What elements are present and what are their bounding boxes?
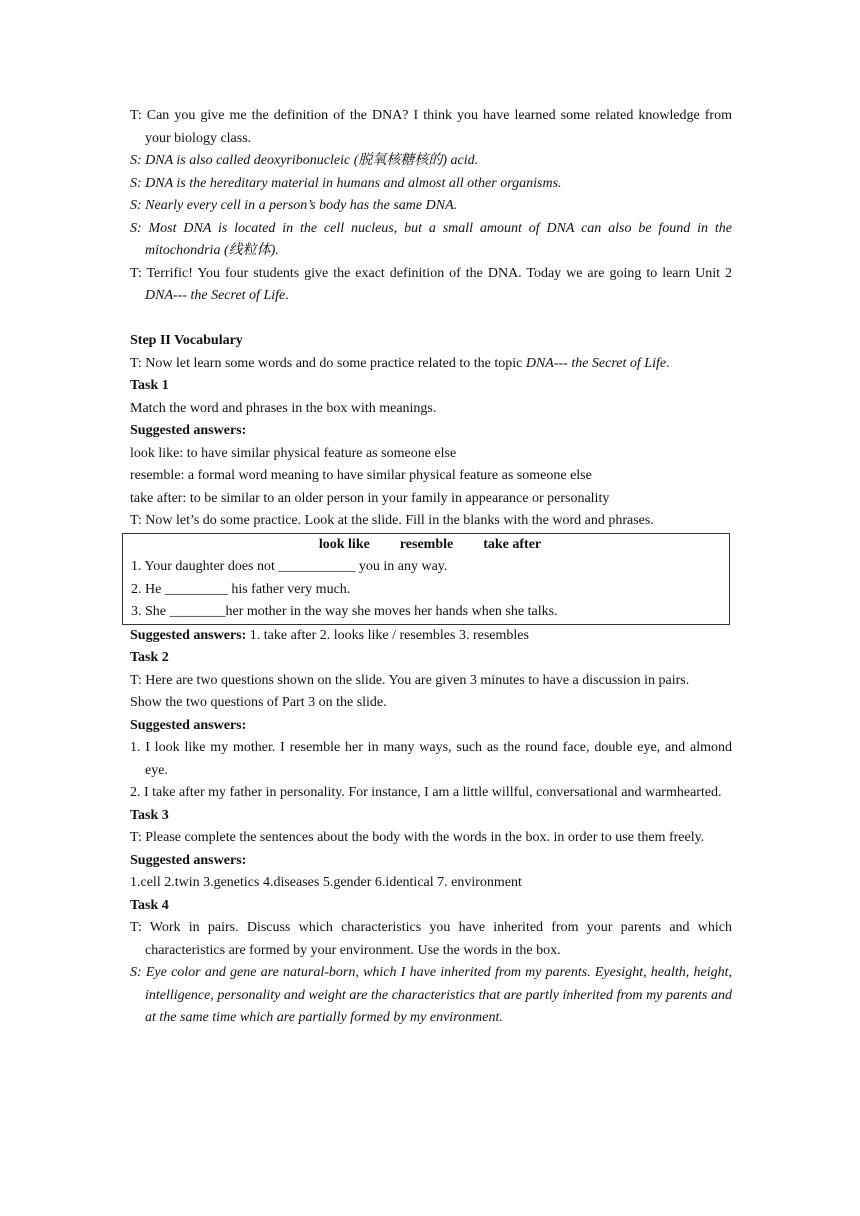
word-look-like: look like xyxy=(318,536,370,552)
task1-heading: Task 1 xyxy=(130,378,169,393)
task2-teacher: T: Here are two questions shown on the slide. You are given 3 minutes to have a discussion in pairs. xyxy=(130,672,690,688)
unit-title: DNA--- the Secret of Life xyxy=(145,288,286,303)
teacher-question: T: Can you give me the definition of the DNA? I think you have learned some related knowledge from your biology class. xyxy=(130,108,732,146)
blank-question-3: 3. She ________her mother in the way she moves her hands when she talks. xyxy=(131,604,558,619)
task2-show: Show the two questions of Part 3 on the slide. xyxy=(130,695,387,710)
student-answer-1: S: DNA is also called deoxyribonucleic (脱氧核糖核的) acid. xyxy=(130,153,479,168)
task2-answers-label: Suggested answers: xyxy=(130,717,247,733)
task4-teacher: T: Work in pairs. Discuss which characteristics you have inherited from your parents and which characteristics are formed by your environment. Use the words in the box. xyxy=(130,920,732,958)
task1-instruction: Match the word and phrases in the box with meanings. xyxy=(130,400,437,416)
task1-answers: Suggested answers: 1. take after 2. looks like / resembles 3. resembles xyxy=(130,627,529,643)
topic-title: DNA--- the Secret of Life xyxy=(525,355,667,371)
task2-answer-2: 2. I take after my father in personality. For instance, I am a little willful, conversational and warmhearted. xyxy=(130,785,722,800)
step-heading: Step II Vocabulary xyxy=(130,333,243,348)
word-box-header xyxy=(131,534,729,557)
task3-teacher: T: Please complete the sentences about the body with the words in the box. in order to use them freely. xyxy=(130,830,705,845)
definition-look-like: look like: to have similar physical feature as someone else xyxy=(130,445,457,461)
task3-answers: 1.cell 2.twin 3.genetics 4.diseases 5.gender 6.identical 7. environment xyxy=(130,875,522,890)
definition-take-after: take after: to be similar to an older person in your family in appearance or personality xyxy=(130,490,610,506)
task2-answer-1: 1. I look like my mother. I resemble her in many ways, such as the round face, double eye, and almond eye. xyxy=(130,740,732,778)
blank-question-1: 1. Your daughter does not ___________ you in any way. xyxy=(131,559,448,574)
blank-question-2: 2. He _________ his father very much. xyxy=(131,581,351,597)
task4-student: S: Eye color and gene are natural-born, which I have inherited from my parents. Eyesight, health, height, intelligence, personality and weight are the characteristics that are partly inherited from my parents and at the same time which are partially formed by my environment. xyxy=(130,965,732,1025)
student-answer-4: S: Most DNA is located in the cell nucleus, but a small amount of DNA can also be found in the mitochondria (线粒体). xyxy=(130,220,732,258)
task3-heading: Task 3 xyxy=(130,807,169,823)
teacher-intro: T: Now let learn some words and do some practice related to the topic DNA--- the Secret of Life. xyxy=(130,355,670,371)
definition-resemble: resemble: a formal word meaning to have similar physical feature as someone else xyxy=(130,468,592,483)
word-resemble: resemble xyxy=(399,536,454,552)
teacher-terrific: T: Terrific! You four students give the exact definition of the DNA. Today we are going to learn Unit 2 DNA--- the Secret of Life. xyxy=(130,265,732,303)
task2-heading: Task 2 xyxy=(130,650,169,665)
spacer xyxy=(130,308,732,331)
student-answer-3: S: Nearly every cell in a person’s body has the same DNA. xyxy=(130,198,458,213)
task4-heading: Task 4 xyxy=(130,897,169,913)
student-answer-2: S: DNA is the hereditary material in humans and almost all other organisms. xyxy=(130,175,562,191)
task1-answers-label: Suggested answers: xyxy=(130,423,247,438)
word-take-after: take after xyxy=(483,536,542,552)
document-page xyxy=(130,105,732,1030)
task3-answers-label: Suggested answers: xyxy=(130,852,247,868)
practice-instruction: T: Now let’s do some practice. Look at the slide. Fill in the blanks with the word and phrases. xyxy=(130,513,654,528)
word-box xyxy=(122,533,730,625)
